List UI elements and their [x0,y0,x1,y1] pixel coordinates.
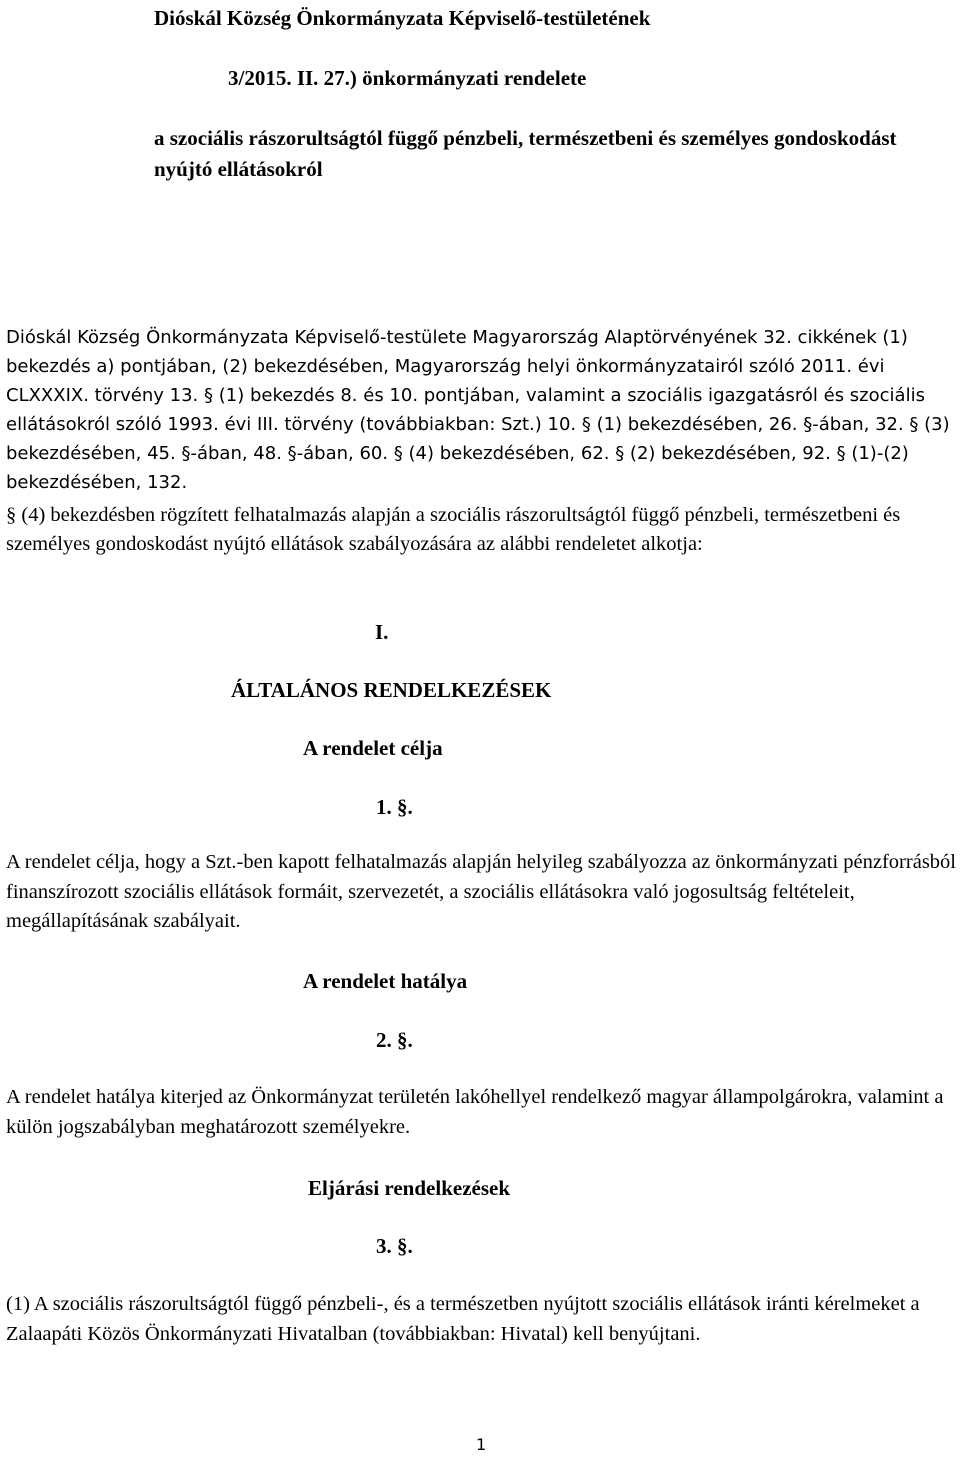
page-number: 1 [476,1435,487,1454]
document-title-line-1: Dióskál Község Önkormányzata Képviselő-testületének [154,6,651,30]
section-text: A rendelet hatálya kiterjed az Önkormányzat területén lakóhellyel rendelkező magyar állampolgárokra, valamint a külön jogszabályban meghatározott személyekre. [6,1086,944,1138]
document-title-line-2: 3/2015. II. 27.) önkormányzati rendelete [228,66,587,90]
chapter-number: I. [375,620,389,644]
preamble-text-continued: § (4) bekezdésben rögzített felhatalmazás alapján a szociális rászorultságtól függő pénzbeli, természetbeni és személyes gondoskodást nyújtó ellátások szabályozására az alábbi rendeletet alkotja: [6,504,901,555]
chapter-title: ÁLTALÁNOS RENDELKEZÉSEK [231,678,552,702]
section-text: (1) A szociális rászorultságtól függő pénzbeli-, és a természetben nyújtott szociális ellátások iránti kérelmeket a Zalaapáti Közös Önkormányzati Hivatalban (továbbiakban: Hivatal) kell benyújtani. [6,1293,920,1345]
section-heading: A rendelet hatálya [303,969,468,993]
section-heading: A rendelet célja [303,736,443,760]
section-number: 3. §. [376,1234,413,1258]
section-heading: Eljárási rendelkezések [308,1176,511,1200]
section-number: 1. §. [376,795,413,819]
section-number: 2. §. [376,1028,413,1052]
preamble-text: Dióskál Község Önkormányzata Képviselő-testülete Magyarország Alaptörvényének 32. cikkének (1) bekezdés a) pontjában, (2) bekezdésében, Magyarország helyi önkormányzatairól szóló 2011. évi CLXXXIX. törvény 13. § (1) bekezdés 8. és 10. pontjában, valamint a szociális igazgatásról és szociális ellátásokról szóló 1993. évi III. törvény (továbbiakban: Szt.) 10. § (1) bekezdésében, 26. §-ában, 32. § (3) bekezdésében, 45. §-ában, 48. §-ában, 60. § (4) bekezdésében, 62. § (2) bekezdésében, 92. § (1)-(2) bekezdésében, 132. [6,327,950,493]
document-title-line-3: a szociális rászorultságtól függő pénzbeli, természetbeni és személyes gondoskodást nyújtó ellátásokról [154,126,897,181]
section-text: A rendelet célja, hogy a Szt.-ben kapott felhatalmazás alapján helyileg szabályozza az önkormányzati pénzforrásból finanszírozott szociális ellátások formáit, szervezetét, a szociális ellátásokra való jogosultság feltételeit, megállapításának szabályait. [6,851,956,932]
